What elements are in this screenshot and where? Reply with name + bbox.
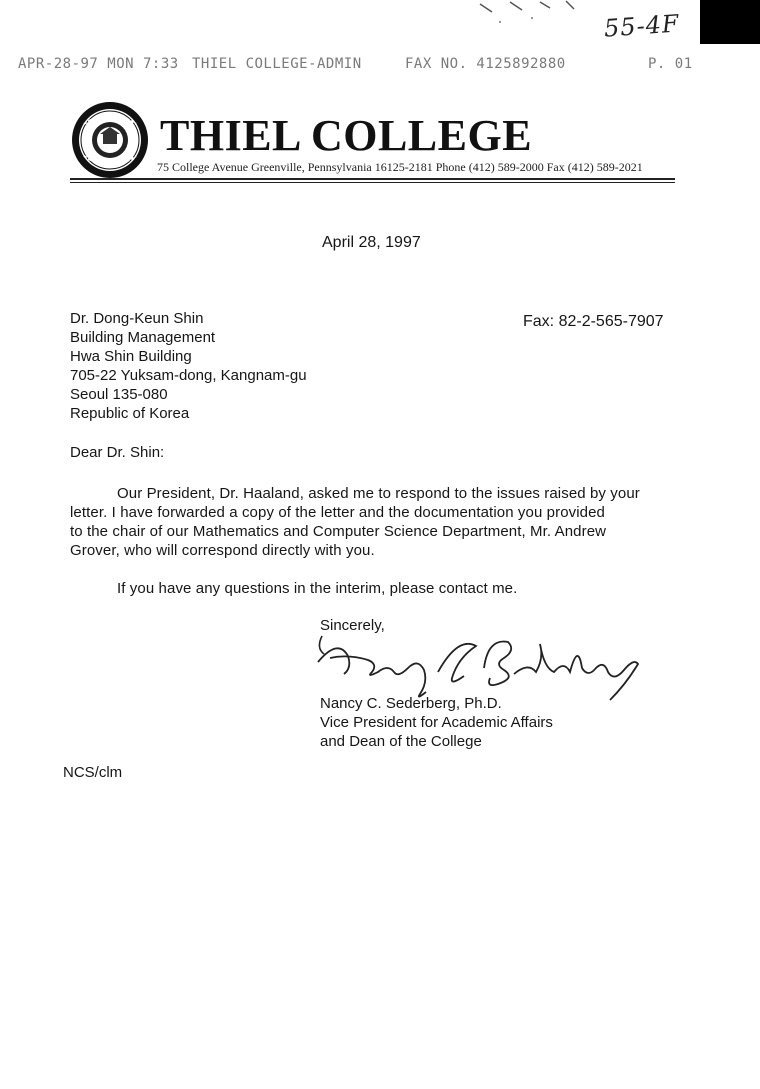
- recipient-fax: Fax: 82-2-565-7907: [523, 313, 664, 330]
- closing: Sincerely,: [320, 617, 385, 634]
- letterhead-address: 75 College Avenue Greenville, Pennsylvania 16125-2181 Phone (412) 589-2000 Fax (412) 589-2021: [157, 160, 643, 174]
- handwritten-note: 55-4F: [603, 9, 681, 43]
- typist-initials: NCS/clm: [63, 764, 123, 781]
- recipient-line: Republic of Korea: [70, 405, 190, 422]
- recipient-line: Hwa Shin Building: [70, 348, 192, 365]
- recipient-line: Seoul 135-080: [70, 386, 168, 403]
- fax-header-number: FAX NO. 4125892880: [405, 56, 566, 72]
- salutation: Dear Dr. Shin:: [70, 444, 165, 461]
- recipient-line: Building Management: [70, 329, 216, 346]
- letter-date: April 28, 1997: [322, 234, 421, 251]
- fax-header-datetime: APR-28-97 MON 7:33: [18, 56, 179, 72]
- recipient-line: Dr. Dong-Keun Shin: [70, 310, 204, 327]
- letterhead-rule-top: [70, 178, 675, 180]
- signer-name: Nancy C. Sederberg, Ph.D.: [320, 695, 502, 712]
- body-paragraph-2: If you have any questions in the interim, please contact me.: [117, 580, 518, 597]
- body-paragraph-line: Grover, who will correspond directly with you.: [70, 542, 375, 559]
- body-paragraph-line: letter. I have forwarded a copy of the letter and the documentation you provided: [70, 504, 605, 521]
- scan-speckles: [470, 0, 600, 30]
- signer-title: and Dean of the College: [320, 733, 482, 750]
- college-seal-logo: [70, 100, 150, 180]
- body-paragraph-line: Our President, Dr. Haaland, asked me to respond to the issues raised by your: [117, 485, 640, 502]
- scan-corner-block: [700, 0, 760, 44]
- signer-title: Vice President for Academic Affairs: [320, 714, 553, 731]
- college-name: THIEL COLLEGE: [160, 111, 533, 160]
- recipient-line: 705-22 Yuksam-dong, Kangnam-gu: [70, 367, 307, 384]
- letterhead-rule-bottom: [70, 182, 675, 183]
- body-paragraph-line: to the chair of our Mathematics and Computer Science Department, Mr. Andrew: [70, 523, 607, 540]
- fax-header-sender: THIEL COLLEGE-ADMIN: [192, 56, 362, 72]
- fax-header-page: P. 01: [648, 56, 693, 72]
